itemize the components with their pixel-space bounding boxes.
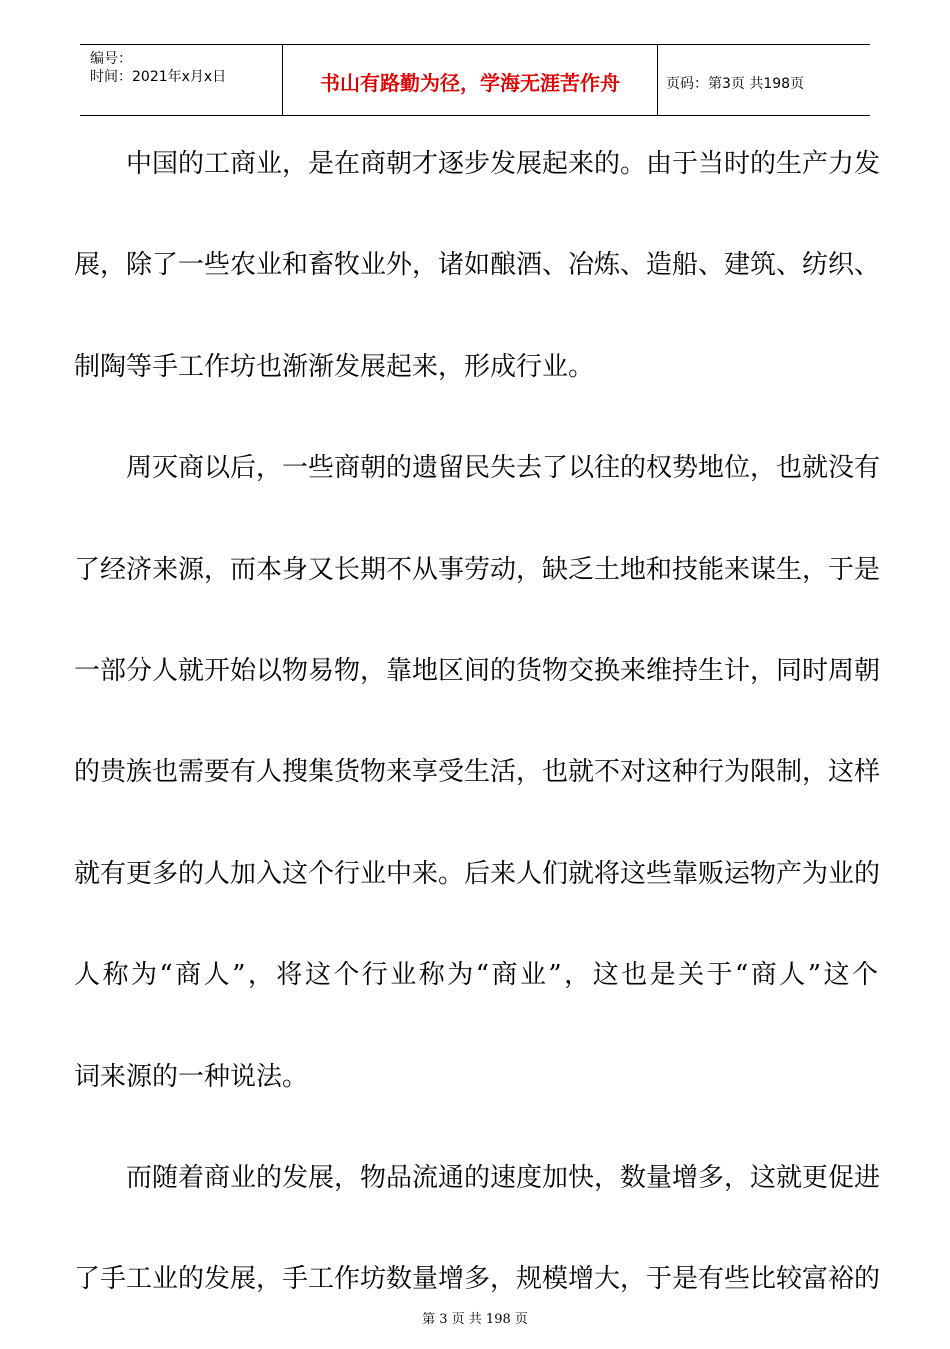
paragraph-line: 一部分人就开始以物易物，靠地区间的货物交换来维持生计，同时周朝 xyxy=(74,655,881,686)
document-number-label: 编号： xyxy=(90,51,132,67)
paragraph-line: 周灭商以后，一些商朝的遗留民失去了以往的权势地位，也就没有 xyxy=(126,453,881,484)
paragraph-line: 展，除了一些农业和畜牧业外，诸如酿酒、冶炼、造船、建筑、纺织、 xyxy=(74,250,881,281)
motto-text: 书山有路勤为径，学海无涯苦作舟 xyxy=(320,71,620,95)
paragraph-line: 人称为“商人”，将这个行业称为“商业”，这也是关于“商人”这个 xyxy=(74,960,878,991)
document-header xyxy=(80,44,870,116)
paragraph-line: 中国的工商业，是在商朝才逐步发展起来的。由于当时的生产力发 xyxy=(126,149,881,179)
page-footer: 第 3 页 共 198 页 xyxy=(422,1312,528,1327)
header-page-info: 页码：第3页 共198页 xyxy=(666,76,805,92)
document-date: 时间：2021年x月x日 xyxy=(90,69,227,85)
paragraph-line: 就有更多的人加入这个行业中来。后来人们就将这些靠贩运物产为业的 xyxy=(74,858,881,889)
paragraph-line: 制陶等手工作坊也渐渐发展起来，形成行业。 xyxy=(74,351,595,382)
body-text xyxy=(74,132,881,1349)
paragraph-line: 的贵族也需要有人搜集货物来享受生活，也就不对这种行为限制，这样 xyxy=(74,757,881,788)
paragraph-line: 而随着商业的发展，物品流通的速度加快，数量增多，这就更促进 xyxy=(126,1162,881,1193)
header-meta-cell xyxy=(80,45,282,115)
paragraph-line: 了手工业的发展，手工作坊数量增多，规模增大，于是有些比较富裕的 xyxy=(74,1264,881,1295)
paragraph-line: 词来源的一种说法。 xyxy=(74,1061,309,1092)
header-page-cell xyxy=(658,45,870,115)
header-motto-cell xyxy=(282,45,658,115)
paragraph-line: 了经济来源，而本身又长期不从事劳动，缺乏土地和技能来谋生，于是 xyxy=(74,554,881,585)
